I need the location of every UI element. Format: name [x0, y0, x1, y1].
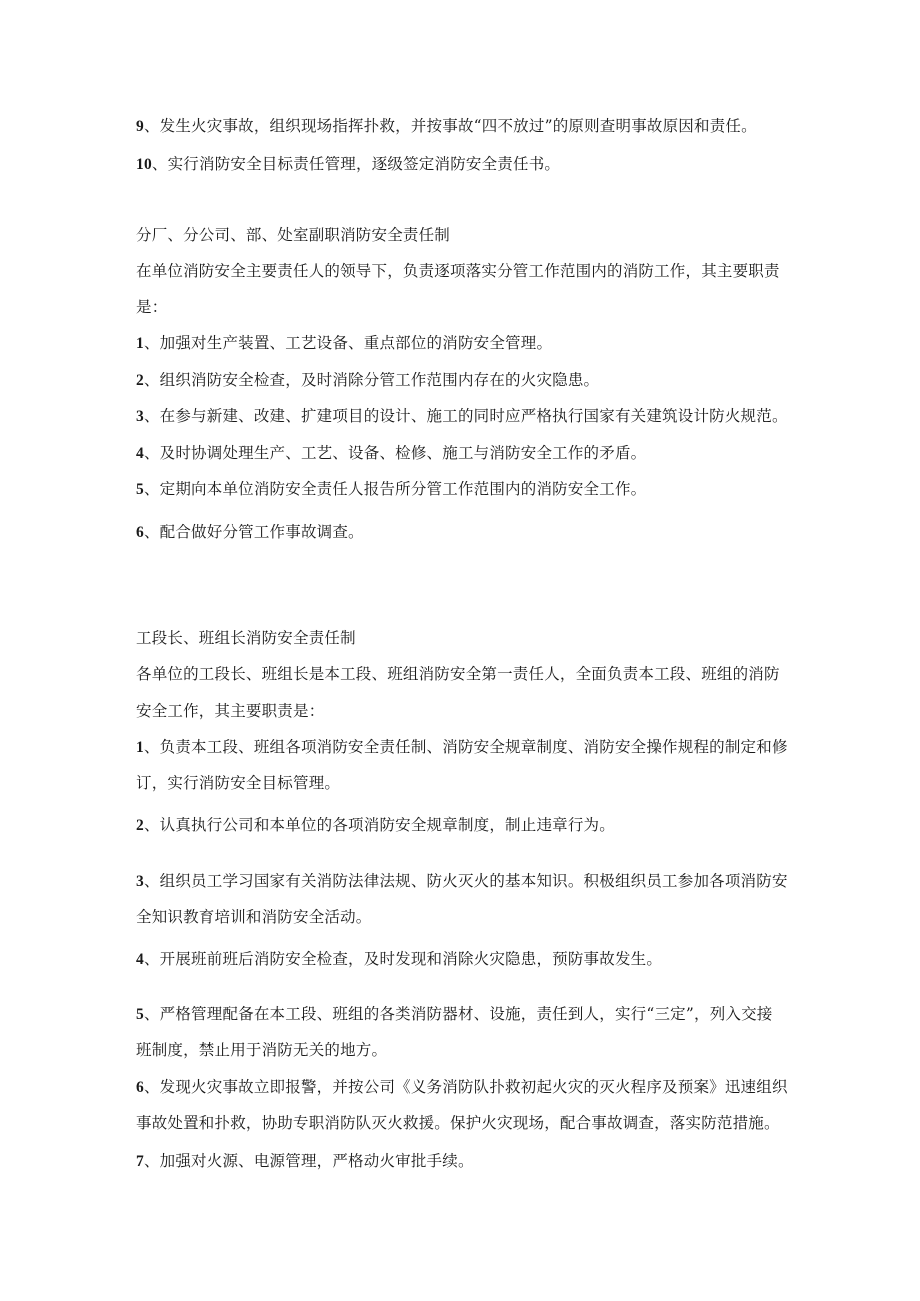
section-b-item-5	[136, 478, 786, 501]
item-text: 、负责本工段、班组各项消防安全责任制、消防安全规章制度、消防安全操作规程的制定和修	[143, 738, 788, 756]
section-c-title: 工段长、班组长消防安全责任制	[136, 629, 356, 647]
item-number: 3	[136, 873, 144, 890]
item-text: 、发生火灾事故，组织现场指挥扑救，并按事故“四不放过”的原则查明事故原因和责任。	[143, 117, 757, 135]
section-b-intro-line-2: 是：	[136, 298, 168, 316]
section-c-item-3-cont: 全知识教育培训和消防安全活动。	[136, 908, 372, 926]
item-number: 2	[136, 817, 144, 834]
item-number: 3	[136, 408, 144, 425]
section-c-item-1-cont: 订，实行消防安全目标管理。	[136, 774, 341, 792]
section-c-item-3	[136, 870, 786, 893]
section-c-item-6	[136, 1076, 786, 1099]
item-text: 、定期向本单位消防安全责任人报告所分管工作范围内的消防安全工作。	[143, 480, 647, 498]
item-text: 、发现火灾事故立即报警，并按公司《义务消防队扑救初起火灾的灭火程序及预案》迅速组织	[143, 1078, 788, 1096]
section-c-intro-line-2: 安全工作，其主要职责是：	[136, 702, 325, 720]
item-text: 、及时协调处理生产、工艺、设备、检修、施工与消防安全工作的矛盾。	[143, 444, 647, 462]
item-text: 、配合做好分管工作事故调查。	[143, 523, 364, 541]
section-c-item-1	[136, 736, 786, 759]
item-text: 、严格管理配备在本工段、班组的各类消防器材、设施，责任到人，实行“三定”，列入交接	[143, 1005, 773, 1023]
section-c-item-6-cont: 事故处置和扑救，协助专职消防队灭火救援。保护火灾现场，配合事故调查，落实防范措施。	[136, 1114, 780, 1132]
section-a-item-10	[136, 153, 786, 176]
item-text: 、加强对生产装置、工艺设备、重点部位的消防安全管理。	[143, 334, 553, 352]
item-number: 2	[136, 372, 144, 389]
item-number: 6	[136, 524, 144, 541]
item-number: 9	[136, 118, 144, 135]
section-c-item-5-cont: 班制度，禁止用于消防无关的地方。	[136, 1041, 388, 1059]
item-text: 、认真执行公司和本单位的各项消防安全规章制度，制止违章行为。	[143, 816, 615, 834]
item-text: 、实行消防安全目标责任管理，逐级签定消防安全责任书。	[151, 155, 561, 173]
item-number: 4	[136, 445, 144, 462]
item-number: 4	[136, 951, 144, 968]
item-number: 6	[136, 1079, 144, 1096]
section-c-item-4	[136, 948, 786, 971]
section-b-item-6	[136, 521, 786, 544]
section-c-item-7	[136, 1150, 786, 1173]
section-b-item-3	[136, 405, 786, 428]
section-b-item-4	[136, 442, 786, 465]
item-text: 、加强对火源、电源管理，严格动火审批手续。	[143, 1152, 474, 1170]
item-number: 10	[136, 156, 152, 173]
section-b-item-2	[136, 369, 786, 392]
item-text: 、组织员工学习国家有关消防法律法规、防火灭火的基本知识。积极组织员工参加各项消防安	[143, 872, 788, 890]
item-number: 7	[136, 1153, 144, 1170]
section-b-intro-line-1: 在单位消防安全主要责任人的领导下，负责逐项落实分管工作范围内的消防工作，其主要职责	[136, 262, 780, 280]
section-c-item-5	[136, 1003, 786, 1026]
section-b-item-1	[136, 332, 786, 355]
section-b-title: 分厂、分公司、部、处室副职消防安全责任制	[136, 226, 451, 244]
item-number: 1	[136, 335, 144, 352]
item-text: 、在参与新建、改建、扩建项目的设计、施工的同时应严格执行国家有关建筑设计防火规范。	[143, 407, 788, 425]
section-c-item-2	[136, 814, 786, 837]
section-a-item-9	[136, 115, 786, 138]
section-c-intro-line-1: 各单位的工段长、班组长是本工段、班组消防安全第一责任人，全面负责本工段、班组的消防	[136, 665, 780, 683]
item-number: 1	[136, 739, 144, 756]
item-number: 5	[136, 481, 144, 498]
item-text: 、开展班前班后消防安全检查，及时发现和消除火灾隐患，预防事故发生。	[143, 950, 663, 968]
item-number: 5	[136, 1006, 144, 1023]
item-text: 、组织消防安全检查，及时消除分管工作范围内存在的火灾隐患。	[143, 371, 600, 389]
